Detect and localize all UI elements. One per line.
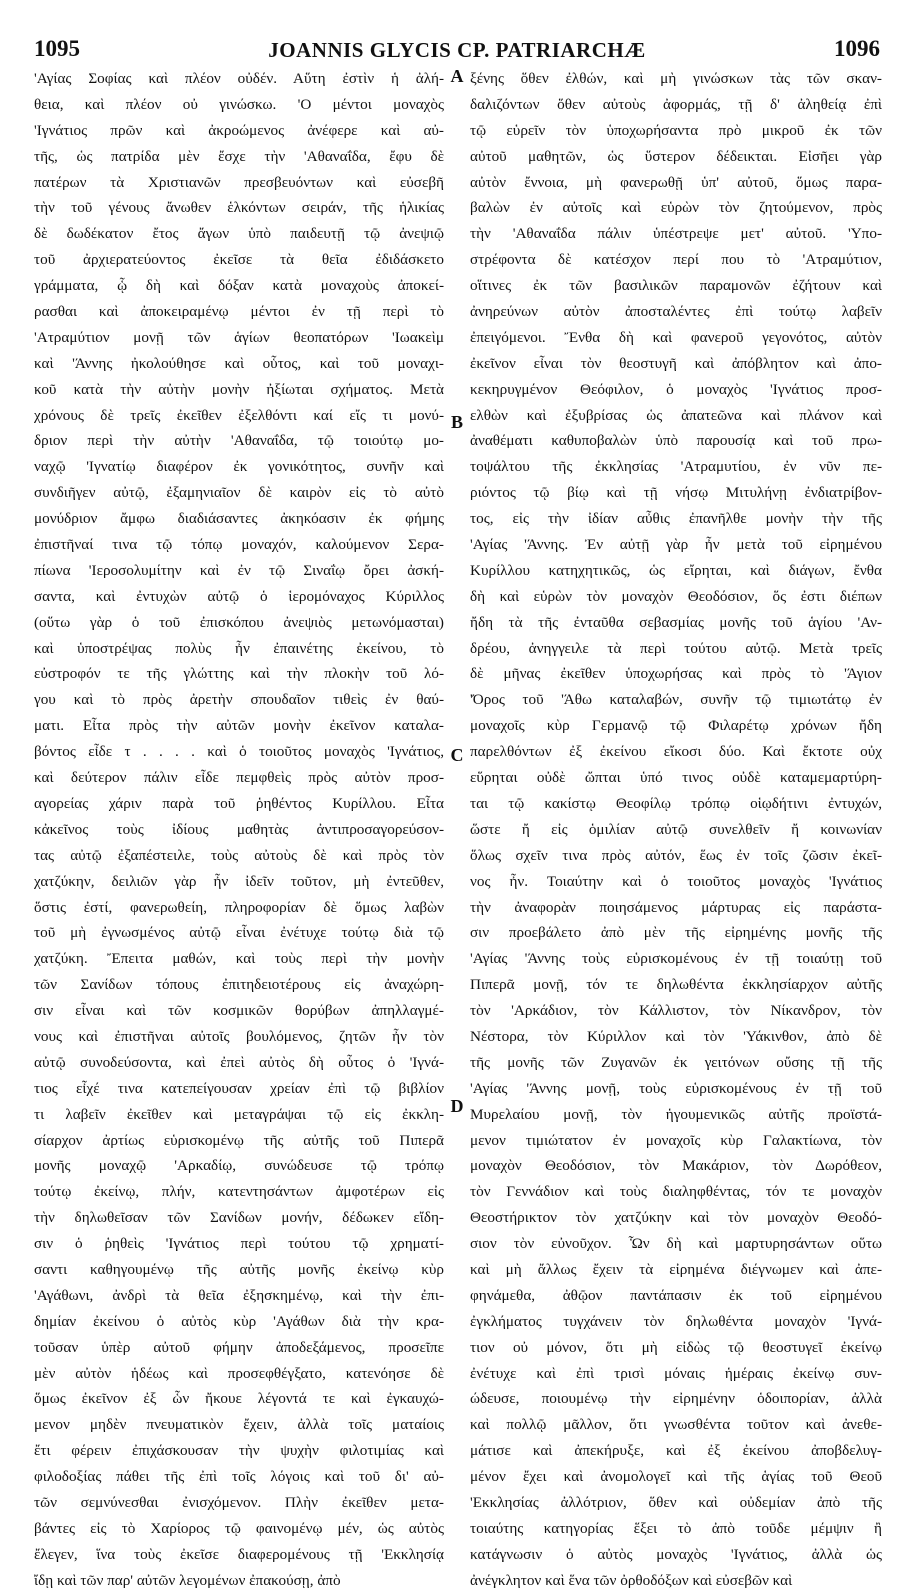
- running-title: JOANNIS GLYCIS CP. PATRIARCHÆ: [268, 38, 646, 62]
- text-line: 'Ατραμύτιον μονῇ τῶν ἁγίων θεοπατόρων 'Ιωακεὶμ: [34, 328, 444, 346]
- text-line: ὥστε ἤ εἰς ὁμιλίαν αὐτῷ συνελθεῖν ἤ κοινωνίαν: [470, 820, 882, 838]
- text-line: (οὕτω γὰρ ὁ τοῦ ἐπισκόπου ἀνεψιὸς μετωνόμασται): [34, 613, 444, 631]
- text-line: τοῦ μὴ ἐγνωσμένος αὐτῷ εἶναι ἐνέτυχε τούτῳ διὰ τῷ: [34, 924, 444, 942]
- text-line: κεκηρυγμένον Θεόφιλον, ὁ μοναχὸς 'Ιγνάτιος προσ-: [470, 380, 882, 398]
- text-line: Πιπερᾶ μονῇ, τόν τε δηλωθέντα ἐκκλησίαρχον αὐτῆς: [470, 976, 882, 994]
- text-line: τὴν τοῦ γένους ἄνωθεν ἑλκόντων σειράν, τῆς ἡλικίας: [34, 199, 444, 217]
- text-line: μενον μηδὲν πνευματικὸν ἔχειν, ἀλλὰ τοῖς ματαίοις: [34, 1416, 444, 1434]
- text-line: καὶ μὴ ἄλλως ἔχειν τὰ εἰρημένα διέγνωμεν καὶ ἀπε-: [470, 1260, 882, 1278]
- text-line: τιος εἶχέ τινα κατεπείγουσαν χρείαν ἐπὶ τῷ βιβλίον: [34, 1079, 444, 1097]
- text-line: ἀνηρεύνων αὐτὸν ἀποσταλέντες ἐπὶ τούτῳ λαβεῖν: [470, 303, 882, 321]
- text-line: ὅλως σχεῖν τινα πρὸς αὐτόν, ἕως ἐν τοῖς ζῶσιν ἐκεῖ-: [470, 846, 882, 864]
- text-line: τὴν δηλωθεῖσαν τῶν Σανίδων μονήν, δέδωκεν εἴδη-: [34, 1209, 444, 1227]
- text-line: αὐτὸν ἔννοια, μὴ φανερωθῇ ὑπ' αὐτοῦ, ὅμως παρα-: [470, 173, 882, 191]
- margin-letter-d: D: [450, 1096, 464, 1116]
- text-line: ἴδῃ καὶ τῶν παρ' αὐτῶν λεγομένων ἐπακούσῃ, ἀπὸ: [34, 1571, 341, 1589]
- margin-letter-c: C: [450, 745, 464, 765]
- text-line: ελθὼν καὶ ἐξυβρίσας ὡς ἀπατεῶνα καὶ πλάνον καὶ: [470, 406, 882, 424]
- text-line: ἀναθέματι καθυποβαλὼν ὑπὸ παρουσίᾳ καὶ τοῦ πρω-: [470, 432, 882, 450]
- text-line: ριόντος τῷ βίῳ καὶ τῇ νήσῳ Μιτυλήνῃ ἐνδιατρίβον-: [470, 484, 882, 502]
- text-line: οἵτινες ἐκ τῶν βασιλικῶν παραμονῶν ἐζήτουν καὶ: [470, 277, 882, 295]
- text-line: τας αὐτῷ ἐξαπέστειλε, τοὺς αὐτοὺς δὲ καὶ πρὸς τὸν: [34, 846, 444, 864]
- text-line: φιλοδοξίας πάθει τῆς ἐπὶ τοῖς λόγοις καὶ τοῦ δι' αὐ-: [34, 1468, 444, 1486]
- margin-letter-a: A: [450, 66, 464, 86]
- text-line: συνδιῆγεν αὐτῷ, ἐξαμηνιαῖον δὲ καιρὸν εἰς τὸ αὐτὸ: [34, 484, 444, 502]
- text-line: 'Αγάθωνι, ἀνδρὶ τὰ θεῖα ἐξησκημένῳ, καὶ τὴν ἐπι-: [34, 1286, 444, 1304]
- text-line: τοῦ ἀρχιερατεύοντος ἐκεῖσε τὰ θεῖα ἐδιδάσκετο: [34, 251, 444, 269]
- text-line: ἀνέγκλητον καὶ ἕνα τῶν ὀρθοδόξων καὶ εὐσεβῶν καὶ: [470, 1571, 793, 1589]
- text-line: τοῦσαν ὑπὲρ αὐτοῦ φήμην ἀποδεξάμενος, προσεῖπε: [34, 1338, 444, 1356]
- text-line: μοναχοῖς κὺρ Γερμανῷ τῷ Φιλαρέτῳ χρόνων ἤδη: [470, 717, 882, 735]
- text-line: τῶν Σανίδων τόπους ἐπιτηδειοτέρους εἰς ἀναχώρη-: [34, 976, 444, 994]
- text-line: μονύδριον ἄμφω διαδιάσαντες ἀκηκόασιν ἐκ φήμης: [34, 510, 444, 528]
- text-line: τῆς μονῆς τῶν Ζυγανῶν ἐκ γειτόνων οὔσης τῇ τῆς: [470, 1053, 882, 1071]
- text-line: βόντος εἶδε τ . . . . καὶ ὁ τοιοῦτος μοναχὸς 'Ιγνάτιος,: [34, 743, 444, 761]
- text-line: ξένης ὅθεν ἐλθών, καὶ μὴ γινώσκων τὰς τῶν σκαν-: [470, 70, 882, 87]
- text-line: Νέστορα, τὸν Κύριλλον καὶ τὸν 'Υάκινθον, ἀπὸ δὲ: [470, 1027, 882, 1045]
- text-line: 'Όρος τοῦ 'Άθω καταλαβών, συνῆν τῷ τιμιωτάτῳ ἐν: [470, 691, 882, 709]
- text-line: τος, εἰς τὴν ἰδίαν αὖθις ἐπανῆλθε μονὴν τὴν τῆς: [470, 510, 882, 528]
- text-line: Μυρελαίου μονῇ, τὸν ἡγουμενικῶς αὐτῆς προϊστά-: [470, 1105, 882, 1123]
- text-line: 'Αγίας 'Άννης. Ἐν αὐτῇ γὰρ ἦν μετὰ τοῦ εἰρημένου: [470, 536, 882, 554]
- text-line: ὅστις ἐστί, φανερωθείη, πληροφορίαν δὲ ὅμως λαβὼν: [34, 898, 444, 916]
- text-line: ώδευσε, ποιουμένῳ τὴν εἰρημένην ὁδοιπορίαν, ἀλλὰ: [470, 1390, 882, 1408]
- text-line: 'Αγίας 'Άννης τοὺς εὑρισκομένους ἐν τῇ τοιαύτῃ τοῦ: [470, 950, 882, 968]
- text-line: σιον τὸν εὐνοῦχον. Ὧν δὴ καὶ μαρτυρησάντων οὕτω: [470, 1235, 882, 1253]
- text-line: δαλιζόντων ὅθεν αὐτοὺς ἀφορμάς, τῇ δ' ἀληθείᾳ ἐπὶ: [470, 95, 882, 113]
- text-line: μονῆς μοναχῷ 'Αρκαδίῳ, συνώδευσε τῷ τρόπῳ: [34, 1157, 444, 1175]
- text-line: καὶ πολλῷ μᾶλλον, ὅτι γνωσθέντα τοῦτον καὶ ἀνεθε-: [470, 1416, 882, 1434]
- text-line: ἐνέτυχε καὶ ἐπὶ τρισὶ μόναις ἡμέραις ἐκείνῳ συν-: [470, 1364, 882, 1382]
- text-line: τοψάλτου τῆς ἐκκλησίας 'Ατραμυτίου, ἐν νῦν πε-: [470, 458, 882, 476]
- text-line: δὲ μῆνας ἐκεῖθεν ὑποχωρήσας καὶ πρὸς τὸ 'Άγιον: [470, 665, 882, 683]
- text-line: ἐπειγόμενοι. Ἔνθα δὴ καὶ φανεροῦ γεγονότος, αὐτὸν: [470, 328, 882, 346]
- text-line: τῶν σεμνύνεσθαι ἐνισχόμενον. Πλὴν ἐκεῖθεν μετα-: [34, 1493, 444, 1511]
- text-line: τούτῳ ἐκείνῳ, πλήν, κατεντησάντων ἀμφοτέρων εἰς: [34, 1183, 444, 1201]
- text-line: ματι. Εἶτα πρὸς τὴν αὐτῶν μονὴν ἐκεῖνον καταλα-: [34, 717, 444, 735]
- text-line: νους καὶ ἐπιστῆναι αὐτοῖς βουλόμενος, ζητῶν ἦν τὸν: [34, 1027, 444, 1045]
- text-line: τοιαύτης κατηγορίας ἕξει τὸ ἀπὸ τοῦδε μέμψιν ἢ: [470, 1519, 882, 1537]
- text-line: τὴν ἀναφορὰν ποιησάμενος μάρτυρας εἰς παράστα-: [470, 898, 882, 916]
- text-line: τὸν Γεννάδιον καὶ τοὺς διαληφθέντας, τόν τε μοναχὸν: [470, 1183, 882, 1201]
- text-line: μενον τιμιώτατον ἐν μοναχοῖς κὺρ Γαλακτίωνα, τὸν: [470, 1131, 882, 1149]
- text-line: καὶ 'Άννης ἠκολούθησε καὶ οὗτος, καὶ τοῦ μοναχι-: [34, 354, 444, 372]
- text-line: γράμματα, ᾧ δὴ καὶ δόξαν κατὰ μοναχοὺς ἀποκεί-: [34, 277, 444, 295]
- text-line: τιον οὐ μόνον, ὅτι μὴ εἰδὼς τῷ θεοστυγεῖ ἐκείνῳ: [470, 1338, 882, 1356]
- text-line: 'Ιγνάτιος πρῶν καὶ ἀκροώμενος ἀνέφερε καὶ αὐ-: [34, 121, 444, 139]
- text-line: δημίαν ἐκείνου ὁ αὐτὸς κὺρ 'Αγάθων διὰ τὴν κρα-: [34, 1312, 444, 1330]
- text-line: τὴν 'Αθαναΐδα πάλιν ὑπέστρεψε μετ' αὐτοῦ. 'Υπο-: [470, 225, 882, 243]
- text-line: μὲν αὐτὸν ἡδέως καὶ προσεφθέγξατο, κατενόησε δὲ: [34, 1364, 444, 1382]
- text-line: σαντα, καὶ ἐντυχὼν αὐτῷ ὁ ἱερομόναχος Κύριλλος: [34, 587, 444, 605]
- text-line: δὴ καὶ εὑρὼν τὸν μοναχὸν Θεοδόσιον, ὅς ἐστι διέπων: [470, 587, 882, 605]
- text-line: ναχῷ 'Ιγνατίῳ διαφέρον ἐκ γονικότητος, συνῆν καὶ: [34, 458, 444, 476]
- right-text-column: [470, 66, 882, 1594]
- text-line: δρέου, ἀνηγγειλε τὰ περὶ τούτου αὐτῷ. Μετὰ τρεῖς: [470, 639, 882, 657]
- text-line: τὸν 'Αρκάδιον, τὸν Κάλλιστον, τὸν Νίκανδρον, τὸν: [470, 1002, 882, 1020]
- page-number-right: 1096: [834, 36, 880, 61]
- text-line: τῷ εὑρεῖν τὸν ὑποχωρήσαντα πρὸ μικροῦ ἐκ τῶν: [470, 121, 882, 139]
- text-line: καὶ ὑποστρέψας πολὺς ἦν ἐπαινέτης ἐκείνου, τὸ: [34, 639, 444, 657]
- text-line: χατζύκην, δειλιῶν γὰρ ἦν ἰδεῖν τοῦτον, μὴ ἐντεῦθεν,: [34, 872, 444, 890]
- text-line: μάτισε καὶ ἀπεκήρυξε, καὶ ἐξ ἐκείνου ἀποβδελυγ-: [470, 1442, 882, 1460]
- text-line: ἔτι φέρειν ἐπιχάσκουσαν τὴν ψυχὴν φιλοτιμίας καὶ: [34, 1442, 444, 1460]
- text-line: ται τῷ κακίστῳ Θεοφίλῳ τρόπῳ οἱῳδήτινι ἐντυχών,: [470, 794, 882, 812]
- text-line: τι λαβεῖν ἐκεῖθεν καὶ μεταγράψαι τῷ εἰς ἐκκλη-: [34, 1105, 444, 1123]
- text-line: δὲ δωδέκατον ἔτος ἄγων ὑπὸ παιδευτῇ τῷ ἀνεψιῷ: [34, 225, 444, 243]
- text-line: 'Εκκλησίας ἀλλότριον, ὅθεν καὶ οὐδεμίαν ἀπὸ τῆς: [470, 1493, 882, 1511]
- text-line: κἀκεῖνος τοὺς ἰδίους μαθητὰς ἀντιπροσαγορεύσον-: [34, 820, 444, 838]
- text-line: εὕρηται οὐδὲ ὤπται ὑπό τινος οὐδὲ καταμεμαρτύρη-: [470, 769, 882, 787]
- text-line: σιν ὁ ῥηθεὶς 'Ιγνάτιος περὶ τούτου τῷ χρηματί-: [34, 1235, 444, 1253]
- text-line: σιν εἶναι καὶ τῶν κοσμικῶν θορύβων ἀπηλλαγμέ-: [34, 1002, 444, 1020]
- text-line: Θεοστήρικτον τὸν χατζύκην καὶ τὸν μοναχὸν Θεοδό-: [470, 1209, 882, 1227]
- text-line: κοῦ κατὰ τὴν αὐτὴν μονὴν ἠξίωται σχήματος. Μετὰ: [34, 380, 444, 398]
- text-line: ὅμως ἐκεῖνον ἐξ ὧν ἤκουε λέγοντά τε καὶ ἐγκαυχώ-: [34, 1390, 444, 1408]
- text-line: πίωνα 'Ιεροσολυμίτην καὶ ἐν τῷ Σιναΐῳ ὄρει ἀσκή-: [34, 561, 444, 579]
- text-line: ἔλεγεν, ἵνα τοὺς ἐκεῖσε διαφερομένους τῇ 'Εκκλησίᾳ: [34, 1545, 444, 1563]
- text-line: 'Αγίας 'Άννης μονῇ, τοὺς εὑρισκομένους ἐν τῇ τοῦ: [470, 1079, 882, 1097]
- text-line: βάντες εἰς τὸ Χαρίορος τῷ φαινομένῳ μέν, ὡς αὐτὸς: [34, 1519, 444, 1537]
- text-line: αὐτοῦ μαθητῶν, ὡς ὕστερον δέδεικται. Εἰσῆει γὰρ: [470, 147, 882, 165]
- left-text-column: [34, 66, 444, 1594]
- text-line: ἐπιστῆναί τινα τῷ τόπῳ μοναχόν, καλούμενον Σερα-: [34, 536, 444, 554]
- text-line: σαντι καθηγουμένῳ τῆς αὐτῆς μονῆς ἐκείνῳ κὺρ: [34, 1260, 444, 1278]
- text-line: θεια, καὶ πλέον οὐ γινώσκω. 'Ο μέντοι μοναχὸς: [34, 95, 444, 113]
- text-line: πατέρων τὰ Χριστιανῶν πρεσβευόντων καὶ εὐσεβῆ: [34, 173, 444, 191]
- text-line: 'Αγίας Σοφίας καὶ πλέον οὐδέν. Αὕτη ἐστὶν ἡ ἀλή-: [34, 70, 444, 87]
- text-line: σιν προεβάλετο ἀπὸ μὲν τῆς εἰρημένης μονῆς τῆς: [470, 924, 882, 942]
- text-line: χρόνους δὲ τρεῖς ἐκεῖθεν ἐξελθόντι καί εἴς τι μονύ-: [34, 406, 444, 424]
- text-line: τῆς, ὡς πατρίδα μὲν ἔσχε τὴν 'Αθαναΐδα, ἔφυ δὲ: [34, 147, 444, 165]
- text-line: δριον περὶ τὴν αὐτὴν 'Αθαναΐδα, τῷ τοιούτῳ μο-: [34, 432, 444, 450]
- text-line: παρελθόντων ἐξ ἐκείνου εἴκοσι δύο. Καὶ ἔκτοτε οὐχ: [470, 743, 882, 761]
- text-line: εὐστροφόν τε τῆς γλώττης καὶ τὴν πλοκὴν τοῦ λό-: [34, 665, 444, 683]
- text-line: σίαρχον ἀρτίως εὑρισκομένῳ τῆς αὐτῆς τοῦ Πιπερᾶ: [34, 1131, 444, 1149]
- text-line: κατάγνωσιν ὁ αὐτὸς μοναχὸς 'Ιγνάτιος, ἀλλὰ ὡς: [470, 1545, 882, 1563]
- text-line: Κυρίλλου κατηχητικῶς, ὡς εἴρηται, καὶ διάγων, ἔνθα: [470, 561, 882, 579]
- text-line: ρασθαι καὶ ἀποκειραμένῳ μέντοι ἐν τῇ περὶ τὸ: [34, 303, 444, 321]
- text-line: μοναχὸν Θεοδόσιον, τὸν Μακάριον, τὸν Δωρόθεον,: [470, 1157, 882, 1175]
- text-line: γου καὶ τὸ πρὸς ἀρετὴν σπουδαῖον τιθεὶς ἐν θαύ-: [34, 691, 444, 709]
- text-line: νος ἦν. Τοιαύτην καὶ ὁ τοιοῦτος μοναχὸς 'Ιγνάτιος: [470, 872, 882, 890]
- text-line: μένον ἔχει καὶ ἀνομολογεῖ καὶ τῆς ἁγίας τοῦ Θεοῦ: [470, 1468, 882, 1486]
- margin-letter-b: B: [450, 412, 463, 432]
- text-line: αὐτῷ συνοδεύσοντα, καὶ ἐπεὶ αὐτὸς δὴ οὗτος ὁ 'Ιγνά-: [34, 1053, 444, 1071]
- text-line: αγορείας χάριν παρὰ τοῦ ῥηθέντος Κυρίλλου. Εἶτα: [34, 794, 444, 812]
- text-line: χατζύκη. Ἔπειτα μαθών, καὶ τοὺς περὶ τὴν μονὴν: [34, 950, 444, 968]
- page-number-left: 1095: [34, 36, 80, 61]
- text-line: καὶ δεύτερον πάλιν εἶδε πεμφθεὶς πρὸς αὐτὸν προσ-: [34, 769, 444, 787]
- text-line: ἐγκλήματος τυγχάνειν τὸν δηλωθέντα μοναχὸν 'Ιγνά-: [470, 1312, 882, 1330]
- text-line: ἤδη τὰ τῆς ἐνταῦθα σεβασμίας μονῆς τοῦ ἁγίου 'Αν-: [470, 613, 882, 631]
- page-header: [34, 36, 880, 62]
- text-line: στρέφοντα δὲ κατέσχον περί που τὸ 'Ατραμύτιον,: [470, 251, 882, 269]
- text-line: φηνάμεθα, ἀθῷον παντάπασιν ἐκ τοῦ εἰρημένου: [470, 1286, 882, 1304]
- text-line: ἐκεῖνον εἶναι τὸν θεοστυγῆ καὶ ἀπόβλητον καὶ ἀπο-: [470, 354, 882, 372]
- text-line: βαλὼν ἐν αὐτοῖς καὶ εὑρὼν τὸν ζητούμενον, πρὸς: [470, 199, 882, 217]
